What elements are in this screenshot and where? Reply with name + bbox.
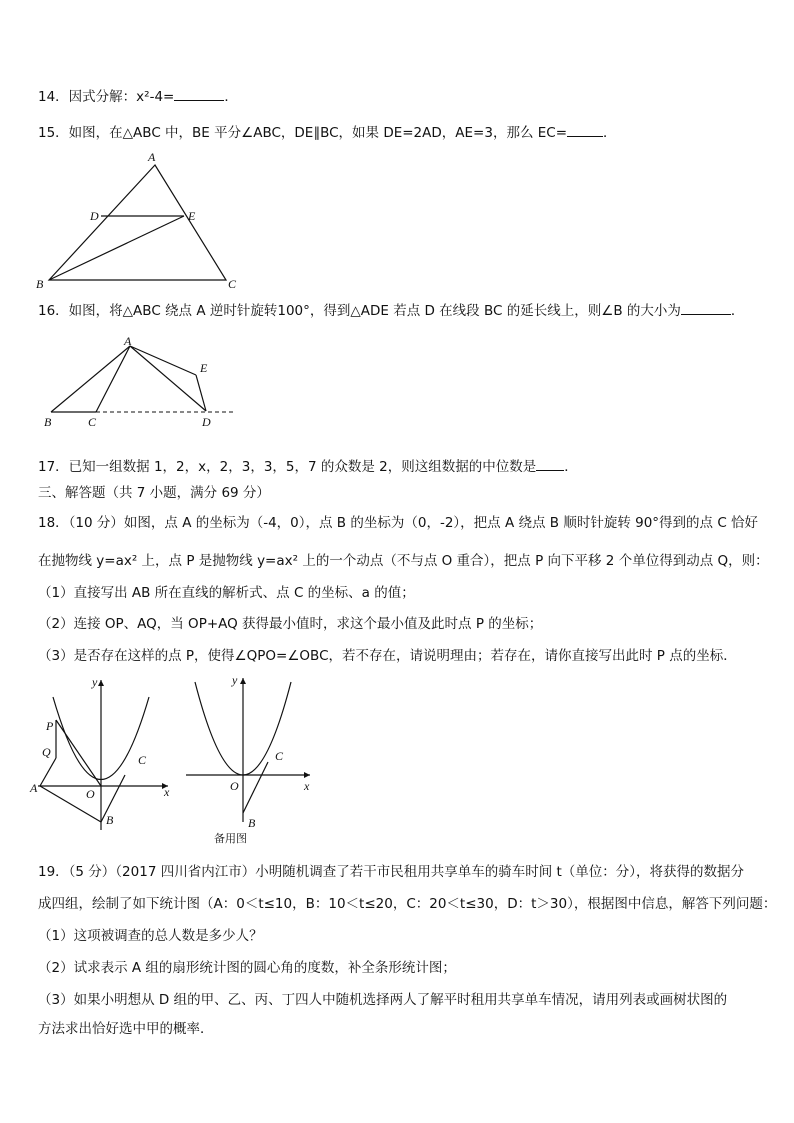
question-19-part-2: （2）试求表示 A 组的扇形统计图的圆心角的度数，补全条形统计图； xyxy=(38,960,456,976)
question-14-text: 14．因式分解：x²-4= xyxy=(38,89,175,105)
segment-ac xyxy=(96,346,130,412)
punct: ． xyxy=(564,459,578,475)
label-c: C xyxy=(138,753,147,767)
label-d: D xyxy=(90,209,99,223)
question-19-line-2: 成四组，绘制了如下统计图（A：0＜t≤10，B：10＜t≤20，C：20＜t≤30，D：t＞30），根据图中信息，解答下列问题： xyxy=(38,896,777,912)
label-y: y xyxy=(232,673,238,687)
label-d: D xyxy=(202,415,211,429)
segment-ad xyxy=(130,346,206,411)
question-16-text: 16．如图，将△ABC 绕点 A 逆时针旋转100°，得到△ADE 若点 D 在线段 BC 的延长线上，则∠B 的大小为 xyxy=(38,303,681,319)
label-e: E xyxy=(200,361,208,375)
label-x: x xyxy=(164,785,170,799)
punct: ． xyxy=(730,303,745,319)
question-16 xyxy=(38,302,744,320)
label-a: A xyxy=(124,334,132,348)
question-18-part-3: （3）是否存在这样的点 P，使得∠QPO=∠OBC，若不存在，请说明理由；若存在，请你直接写出此时 P 点的坐标． xyxy=(38,648,737,664)
spare-figure-18 xyxy=(180,672,320,847)
question-18-line-2: 在抛物线 y=ax² 上，点 P 是抛物线 y=ax² 上的一个动点（不与点 O 重合），把点 P 向下平移 2 个单位得到动点 Q，则： xyxy=(38,553,769,569)
label-q: Q xyxy=(42,745,51,759)
label-b: B xyxy=(248,816,256,830)
question-17 xyxy=(38,458,578,476)
segment-bc xyxy=(243,762,268,813)
label-c: C xyxy=(228,277,237,291)
answer-blank[interactable] xyxy=(681,302,731,315)
figure-caption: 备用图 xyxy=(214,832,247,845)
label-y: y xyxy=(92,675,98,689)
label-e: E xyxy=(188,209,196,223)
segment-be xyxy=(49,216,184,280)
label-a: A xyxy=(30,781,38,795)
label-x: x xyxy=(304,779,310,793)
label-o: O xyxy=(230,779,239,793)
triangle-abc xyxy=(49,165,226,280)
question-17-text: 17．已知一组数据 1，2，x，2，3，3，5，7 的众数是 2，则这组数据的中位数是 xyxy=(38,459,537,475)
triangle-figure-15 xyxy=(30,148,250,293)
question-15-text: 15．如图，在△ABC 中，BE 平分∠ABC，DE∥BC，如果 DE=2AD，AE=3，那么 EC= xyxy=(38,125,568,141)
question-18-part-1: （1）直接写出 AB 所在直线的解析式、点 C 的坐标、a 的值； xyxy=(38,585,415,601)
label-c: C xyxy=(88,415,97,429)
question-18-part-2: （2）连接 OP、AQ，当 OP+AQ 获得最小值时，求这个最小值及此时点 P 的坐标； xyxy=(38,616,543,632)
question-19-part-3: （3）如果小明想从 D 组的甲、乙、丙、丁四人中随机选择两人了解平时租用共享单车情况，请用列表或画树状图的 xyxy=(38,992,728,1008)
segment-po xyxy=(56,720,101,786)
answer-blank[interactable] xyxy=(174,88,224,101)
question-19-line-1: 19．（5 分）（2017 四川省内江市）小明随机调查了若干市民租用共享单车的骑车时间 t（单位：分），将获得的数据分 xyxy=(38,864,745,880)
punct: ． xyxy=(603,125,617,141)
question-18-line-1: 18．（10 分）如图，点 A 的坐标为（-4，0），点 B 的坐标为（0，-2），把点 A 绕点 B 顺时针旋转 90°得到的点 C 恰好 xyxy=(38,515,759,531)
y-axis-arrow xyxy=(98,680,104,686)
label-o: O xyxy=(86,787,95,801)
segment-ed xyxy=(196,375,206,411)
question-19-part-3-cont: 方法求出恰好选中甲的概率． xyxy=(38,1021,214,1037)
segment-aq xyxy=(40,758,56,786)
label-b: B xyxy=(36,277,44,291)
y-axis-arrow xyxy=(240,678,246,684)
answer-blank[interactable] xyxy=(536,458,564,471)
segment-ab xyxy=(51,346,130,412)
label-b: B xyxy=(106,813,114,827)
label-p: P xyxy=(46,719,54,733)
answer-blank[interactable] xyxy=(567,124,603,137)
question-15 xyxy=(38,124,617,142)
question-14 xyxy=(38,88,238,106)
parabola-figure-18 xyxy=(30,672,180,832)
punct: ． xyxy=(224,89,238,105)
label-a: A xyxy=(148,150,156,164)
rotation-figure-16 xyxy=(38,333,243,433)
segment-ae xyxy=(130,346,196,375)
label-c: C xyxy=(275,749,284,763)
label-b: B xyxy=(44,415,52,429)
x-axis-arrow xyxy=(304,772,310,778)
section-heading: 三、解答题（共 7 小题，满分 69 分） xyxy=(38,485,270,501)
question-19-part-1: （1）这项被调查的总人数是多少人？ xyxy=(38,928,263,944)
